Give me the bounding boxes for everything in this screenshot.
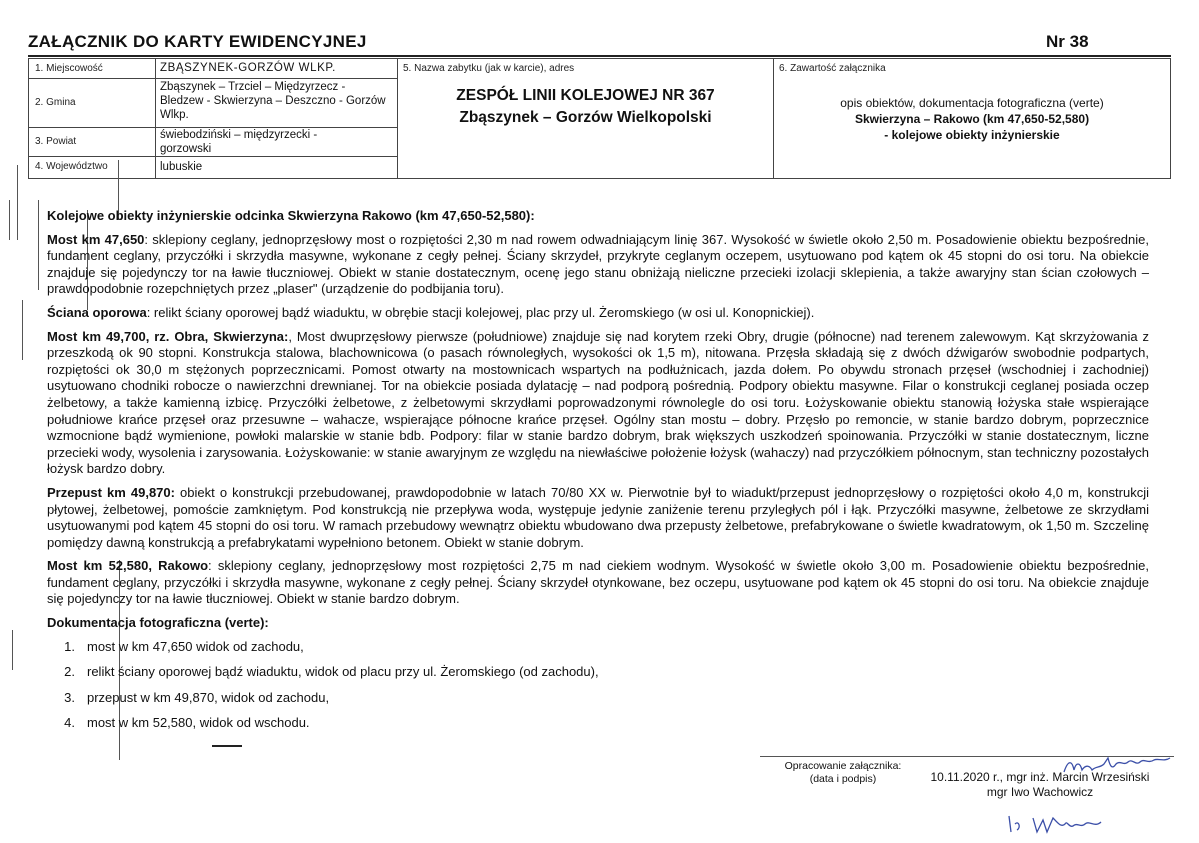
dash-mark [212,745,242,747]
signature-wachowicz [1005,808,1115,838]
paragraph-sciana-oporowa [47,305,1149,322]
footer-label [778,760,908,786]
list-item-number: 1. [64,638,75,654]
docs-list [47,639,1149,732]
wojewodztwo-label: 4. Województwo [35,161,108,172]
paragraph-text: : relikt ściany oporowej bądź wiaduktu, w obrębie stacji kolejowej, plac przy ul. Żeromskiego (w osi ul. Konopnickiej). [146,304,815,320]
footer-value-line-2: mgr Iwo Wachowicz [986,785,1094,799]
paragraph-text: : sklepiony ceglany, jednoprzęsłowy most rozpiętości 2,75 m nad ciekiem wodnym. Wysokość w świetle około 3,00 m. Posadowienie obiektu bezpośrednie, fundament ceglany, przyczółki i skrzydła masywne, wykonane z cegły pełnej. Ściany skrzydeł otynkowane, bez oczepu, usytuowane pod kątem ok 45 stopni do osi toru. Na obiekcie znajduje się pojedynczy tor na ławie tłuczniowej. Obiekt w stanie bardzo dobrym. [47,558,1149,607]
list-item [47,715,1149,731]
title-underline [28,55,1171,57]
powiat-label: 3. Powiat [35,136,77,147]
divider [29,156,397,157]
list-item [47,639,1149,655]
list-item-text: relikt ściany oporowej bądź wiaduktu, widok od placu przy ul. Żeromskiego (od zachodu), [87,664,599,680]
paragraph-text: : sklepiony ceglany, jednoprzęsłowy most o rozpiętości 2,30 m nad rowem odwadniającym linię 367. Wysokość w świetle około 2,50 m. Posadowienie obiektu bezpośrednie, fundament ceglany, przyczółki i skrzydła masywne, wykonane z cegły pełnej. Ściany skrzydeł, przykryte ceglanym oczepem, usytuowano pod kątem ok 45 stopni do osi toru. Na obiekcie znajduje się pojedynczy tor na ławie tłuczniowej. Obiekt w stanie dostatecznym, ocenę jego stanu obniżają nieliczne przecieki izolacji sklepienia, a także awaryjny stan ścian czołowych – prawdopodobnie rozepchniętych przez „plaser" (urządzenie do podbijania toru). [47,231,1149,297]
list-item-number: 4. [64,715,75,731]
header-table [28,58,1171,179]
miejscowosc-value: ZBĄSZYNEK-GORZÓW WLKP. [160,62,336,74]
wojewodztwo-value: lubuskie [160,161,203,173]
footer-label-line-2: (data i podpis) [809,773,877,785]
zawartosc-label: 6. Zawartość załącznika [779,63,886,74]
nazwa-line-2: Zbąszynek – Gorzów Wielkopolski [459,109,712,126]
footer-value-line-1: 10.11.2020 r., mgr inż. Marcin Wrzesiński [930,770,1150,784]
divider [29,78,397,79]
paragraph-most-47650 [47,232,1149,298]
zawartosc-line-1: opis obiektów, dokumentacja fotograficzna (verte) [840,96,1104,110]
footer-label-line-1: Opracowanie załącznika: [784,760,902,772]
scan-mark [9,200,10,240]
zawartosc-line-3: - kolejowe obiekty inżynierskie [884,128,1060,142]
list-item [47,690,1149,706]
powiat-value: świebodziński – międzyrzecki - gorzowski [160,129,318,155]
signature-wrzesinski [1060,752,1180,780]
divider [155,59,156,178]
paragraph-heading: Przepust km 49,870: [47,484,175,500]
list-item-text: most w km 47,650 widok od zachodu, [87,638,304,654]
zawartosc-line-2: Skwierzyna – Rakowo (km 47,650-52,580) [854,112,1090,126]
nazwa-line-1: ZESPÓŁ LINII KOLEJOWEJ NR 367 [456,87,715,104]
paragraph-heading: Most km 47,650 [47,231,145,247]
paragraph-heading: Most km 52,580, Rakowo [47,558,209,574]
list-item [47,664,1149,680]
document-number: Nr 38 [1046,32,1089,51]
miejscowosc-label: 1. Miejscowość [35,63,103,74]
paragraph-most-52580 [47,558,1149,608]
paragraph-heading: Most km 49,700, rz. Obra, Skwierzyna: [47,328,289,344]
paragraph-heading: Ściana oporowa [47,304,147,320]
document-title: ZAŁĄCZNIK DO KARTY EWIDENCYJNEJ [28,32,367,51]
paragraph-most-49700 [47,329,1149,478]
description-body [47,208,1149,741]
docs-title: Dokumentacja fotograficzna (verte): [47,615,269,631]
gmina-label: 2. Gmina [35,97,76,108]
zawartosc-value [774,95,1170,143]
nazwa-label: 5. Nazwa zabytku (jak w karcie), adres [403,63,575,74]
scan-mark [17,165,18,240]
section-title: Kolejowe obiekty inżynierskie odcinka Skwierzyna Rakowo (km 47,650-52,580): [47,208,535,223]
paragraph-przepust-49870 [47,485,1149,551]
paragraph-text: obiekt o konstrukcji przebudowanej, prawdopodobnie w latach 70/80 XX w. Pierwotnie był to wiadukt/przepust jednoprzęsłowy o rozpiętości około 4,0 m, konstrukcji płytowej, żelbetowej, pomoście zamkniętym. Pod konstrukcją nie przepływa woda, występuje jedynie zaniżenie terenu przyległych pól i łąk. Przyczółki masywne, żelbetowe ze skrzydłami usytuowanymi pod kątem 45 stopni do osi toru. W ramach przebudowy wewnątrz obiektu wbudowano dwa przepusty żelbetowe, prefabrykowane o świetle kwadratowym, ok 1,50 m. Szczelinę pomiędzy dawną konstrukcją a prefabrykatami wypełniono betonem. Obiekt w stanie dobrym. [47,484,1149,550]
list-item-text: przepust w km 49,870, widok od zachodu, [87,689,330,705]
list-item-text: most w km 52,580, widok od wschodu. [87,715,310,731]
nazwa-value [398,85,773,129]
list-item-number: 3. [64,689,75,705]
gmina-value: Zbąszynek – Trzciel – Międzyrzecz - Bledzew - Skwierzyna – Deszczno - Gorzów Wlkp. [160,81,386,121]
scan-mark [12,630,13,670]
scan-mark [38,200,39,290]
paragraph-text: , Most dwuprzęsłowy pierwsze (południowe) znajduje się nad korytem rzeki Obry, drugie (północne) nad terenem zalewowym. Kąt skrzyżowania z przeszkodą ok 90 stopni. Konstrukcja stalowa, blachownicowa (o pasach równoległych, wysokości ok 1,5 m), nitowana. Przęsła składają się z dwóch dźwigarów swobodnie podpartych, rozpiętości ok 30,0 m stężonych poprzecznicami. Pomost otwarty na mostownicach wspartych na podłużnicach, jazda dołem. Po obywdu stronach przęseł (wschodniej i zachodniej) usytuowano chodniki robocze o nawierzchni drewnianej. Tor na obiekcie posiada dylatację – nad podporą pośrednią. Podpory obiektu masywne. Filar o konstrukcji ceglanej posiada oczep żelbetowy, a także kamienną izbicę. Przyczółki żelbetowe, z żelbetowymi skrzydłami poprowadzonymi równolegle do osi toru. Łożyskowanie obiektu stanowią łożyska stałe wspierające południowe krańce przęseł oraz przesuwne – wahacze, wspierające północne krańce przęseł. Ogólny stan mostu – dobry. Przęsło po remoncie, w stanie bardzo dobrym, poprzecznice wzmocnione bądź wymienione, powłoki malarskie w stanie bdb. Podpory: filar w stanie bardzo dobrym, brak większych uszkodzeń spoinowania. Przyczółki w stanie dostatecznym, liczne przecieki wody, wysolenia i zarysowania. Łożyskowanie: w stanie awaryjnym ze względu na niewłaściwe położenie łożysk (wahaczy) nad przyczółkiem północnym, stan techniczny pozostałych łożysk bardzo dobry. [47,328,1149,477]
list-item-number: 2. [64,664,75,680]
scan-mark [22,300,23,360]
